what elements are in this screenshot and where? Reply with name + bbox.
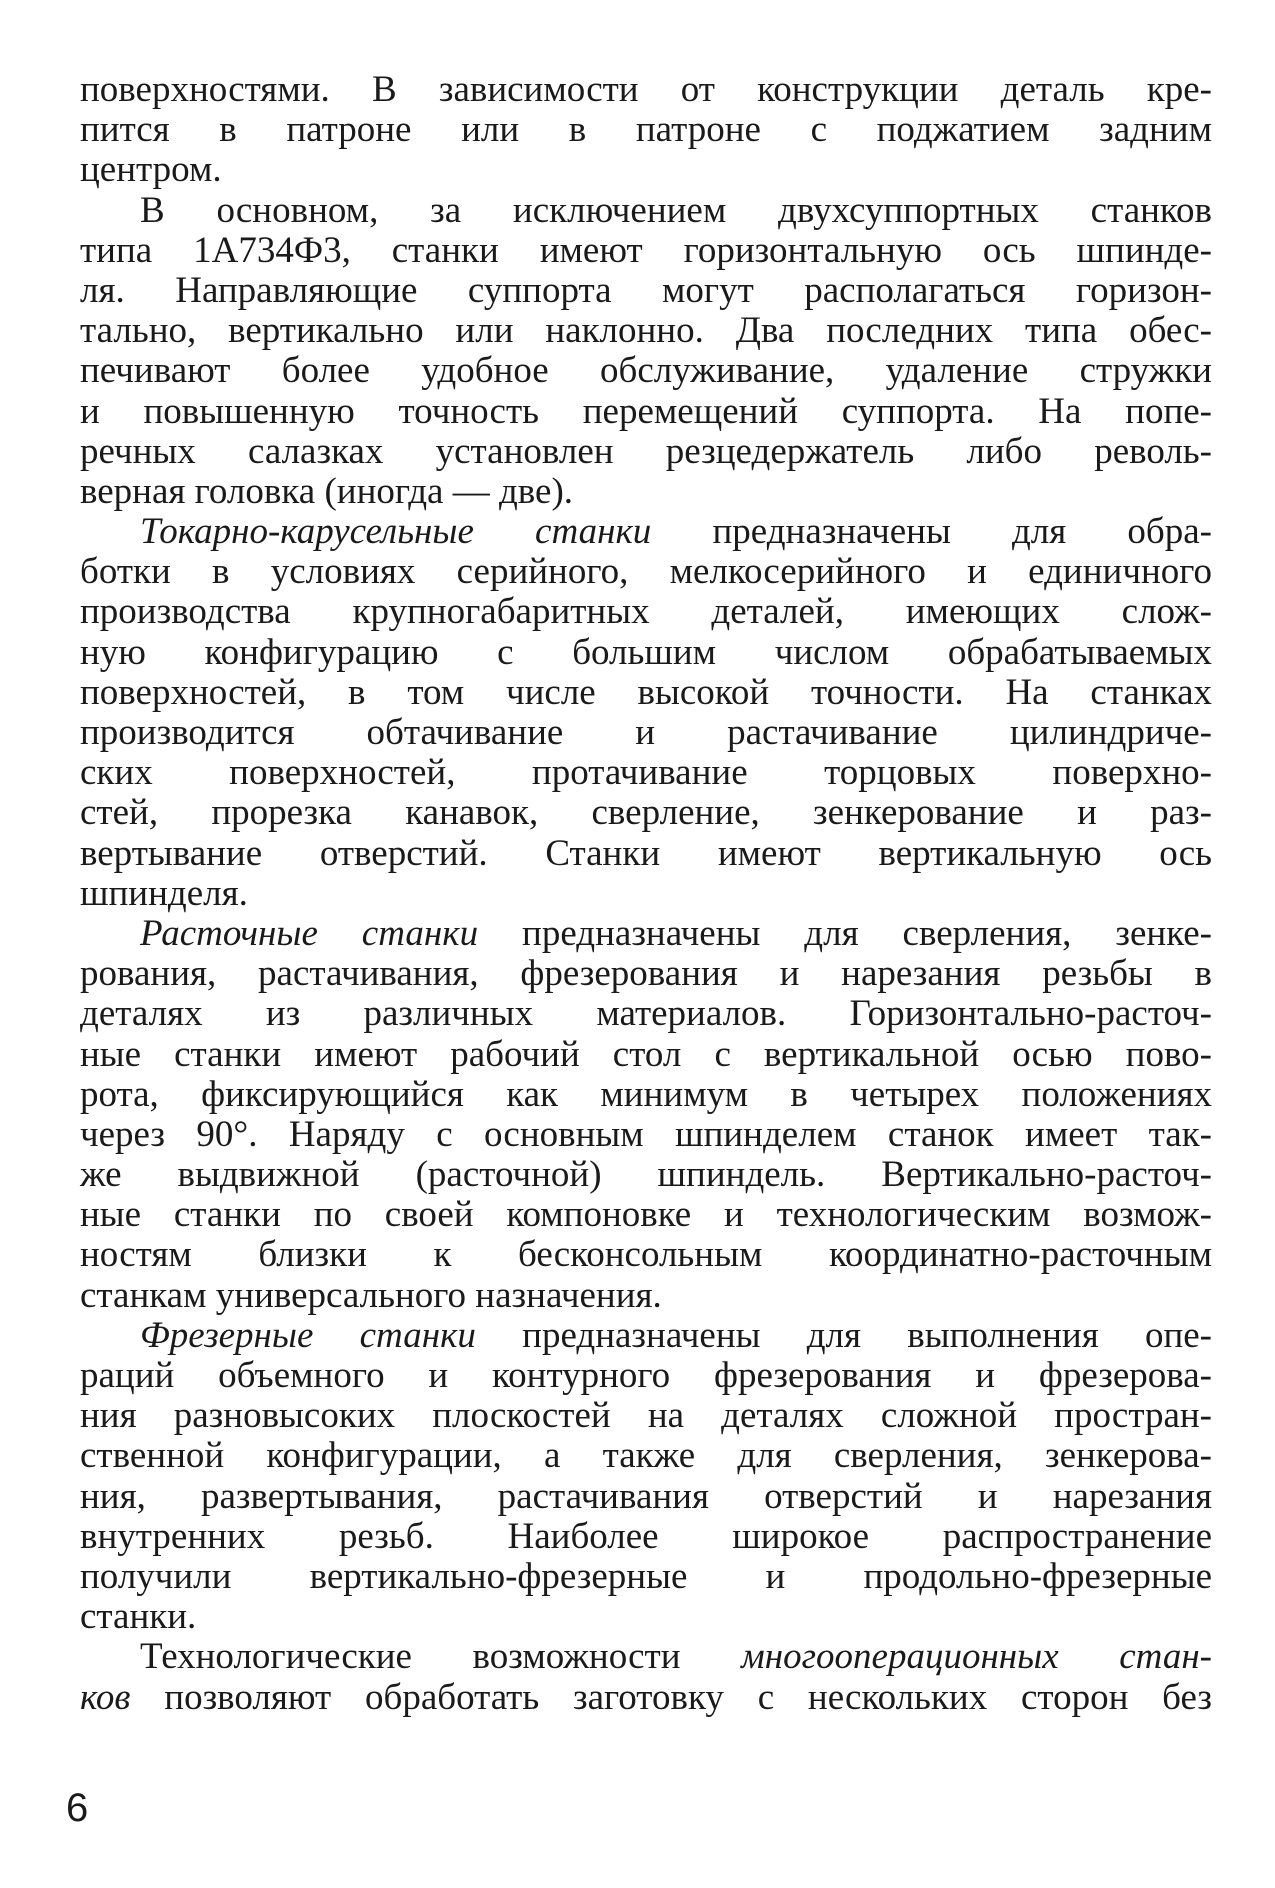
- text-line: ля. Направляющие суппорта могут располагаться горизон-: [80, 269, 1212, 311]
- paragraph-2: [80, 191, 1212, 513]
- text-line: ственной конфигурации, а также для сверления, зенкерова-: [80, 1435, 1212, 1477]
- text-line: внутренних резьб. Наиболее широкое распространение: [80, 1515, 1212, 1557]
- text-line: рота, фиксирующийся как минимум в четырех положениях: [80, 1073, 1212, 1115]
- italic-term: ков: [80, 1676, 131, 1718]
- text-line: поверхностями. В зависимости от конструкции деталь кре-: [80, 69, 1212, 110]
- text-line: через 90°. Наряду с основным шпинделем станок имеет так-: [80, 1113, 1212, 1155]
- text-line: [80, 914, 1212, 954]
- paragraph-5: [80, 1316, 1212, 1638]
- text-line: пится в патроне или в патроне с поджатием задним: [80, 109, 1212, 151]
- text-line: ботки в условиях серийного, мелкосерийного и единичного: [80, 551, 1212, 593]
- text-line: центром.: [80, 149, 222, 191]
- text-line: ния разновысоких плоскостей на деталях сложной простран-: [80, 1395, 1212, 1437]
- text-line: ные станки по своей компоновке и технологическим возмож-: [80, 1194, 1212, 1236]
- text-line: поверхностей, в том числе высокой точности. На станках: [80, 671, 1212, 713]
- text-run: предназначены для сверления, зенке-: [522, 912, 1213, 954]
- text-line: получили вертикально-фрезерные и продольно-фрезерные: [80, 1555, 1212, 1597]
- text-line: рования, растачивания, фрезерования и нарезания резьбы в: [80, 953, 1212, 995]
- text-line: станки.: [80, 1596, 197, 1638]
- text-line: вертывание отверстий. Станки имеют вертикальную ось: [80, 832, 1212, 874]
- text-line: деталях из различных материалов. Горизонтально-расточ-: [80, 993, 1212, 1035]
- text-line: же выдвижной (расточной) шпиндель. Вертикально-расточ-: [80, 1154, 1212, 1196]
- italic-term: Токарно-карусельные станки: [140, 511, 652, 553]
- text-line: стей, прорезка канавок, сверление, зенкерование и раз-: [80, 792, 1212, 834]
- page-number: 6: [66, 1786, 89, 1830]
- text-line: ния, развертывания, растачивания отверстий и нарезания: [80, 1475, 1212, 1517]
- text-run: предназначены для обра-: [712, 511, 1213, 553]
- text-run: предназначены для выполнения опе-: [522, 1314, 1213, 1356]
- text-line: производства крупногабаритных деталей, имеющих слож-: [80, 591, 1212, 633]
- text-line: [80, 512, 1212, 552]
- text-line: [80, 1316, 1212, 1356]
- page-body: [80, 70, 1212, 1718]
- text-line: ностям близки к бесконсольным координатно-расточным: [80, 1234, 1212, 1276]
- text-line: ные станки имеют рабочий стол с вертикальной осью пово-: [80, 1033, 1212, 1075]
- text-line: тально, вертикально или наклонно. Два последних типа обес-: [80, 310, 1212, 352]
- italic-term: Фрезерные станки: [140, 1314, 476, 1356]
- text-line: и повышенную точность перемещений суппорта. На попе-: [80, 390, 1212, 432]
- text-line: верная головка (иногда — две).: [80, 470, 574, 512]
- italic-term: многооперационных стан-: [741, 1636, 1213, 1678]
- text-line: производится обтачивание и растачивание цилиндриче-: [80, 712, 1212, 753]
- text-line: шпинделя.: [80, 872, 248, 914]
- text-line: ских поверхностей, протачивание торцовых поверхно-: [80, 752, 1212, 794]
- text-run: Технологические возможности: [140, 1636, 681, 1678]
- italic-term: Расточные станки: [140, 912, 479, 954]
- text-line: ную конфигурацию с большим числом обрабатываемых: [80, 631, 1212, 673]
- paragraph-3: [80, 512, 1212, 914]
- text-line: речных салазках установлен резцедержатель либо револь-: [80, 430, 1212, 472]
- paragraph-4: [80, 914, 1212, 1316]
- paragraph-1: [80, 70, 1212, 191]
- text-line: печивают более удобное обслуживание, удаление стружки: [80, 350, 1212, 392]
- text-run: позволяют обработать заготовку с нескольких сторон без: [164, 1676, 1212, 1718]
- text-line: раций объемного и контурного фрезерования и фрезерова-: [80, 1355, 1212, 1396]
- text-line: [80, 1678, 1212, 1718]
- text-line: В основном, за исключением двухсуппортных станков: [140, 189, 1212, 231]
- text-line: станкам универсального назначения.: [80, 1274, 662, 1316]
- text-line: [80, 1637, 1212, 1677]
- text-line: типа 1А734Ф3, станки имеют горизонтальную ось шпинде-: [80, 229, 1212, 271]
- paragraph-6: [80, 1637, 1212, 1717]
